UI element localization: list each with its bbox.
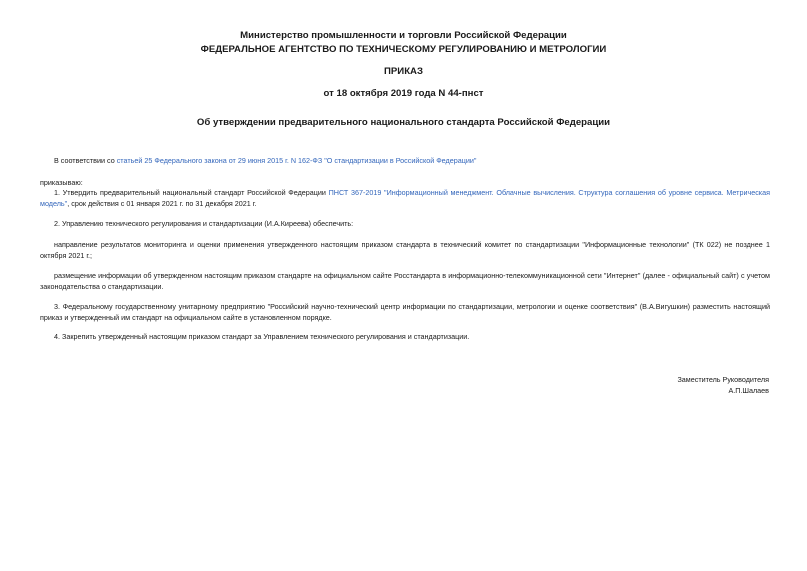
item-1-prefix: 1. Утвердить предварительный национальный стандарт Российской Федерации bbox=[54, 188, 329, 197]
document-date-number: от 18 октября 2019 года N 44-пнст bbox=[323, 88, 484, 99]
order-word: приказываю: bbox=[40, 178, 83, 187]
preamble-paragraph bbox=[40, 155, 770, 166]
item-2a-paragraph: направление результатов мониторинга и оценки применения утвержденного настоящим приказом стандарта в технический комитет по стандартизации "Информационные технологии" (ТК 022) не позднее 1 октября 2021 г.; bbox=[40, 240, 770, 260]
document-title: Об утверждении предварительного национального стандарта Российской Федерации bbox=[196, 117, 611, 128]
item-2b-paragraph: размещение информации об утвержденном настоящим приказом стандарте на официальном сайте Росстандарта в информационно-телекоммуникационной сети "Интернет" (далее - официальный сайт) с учетом законодательства о стандартизации. bbox=[40, 271, 770, 291]
federal-law-link[interactable]: статьей 25 Федерального закона от 29 июня 2015 г. N 162-ФЗ "О стандартизации в Российской Федерации" bbox=[116, 156, 477, 165]
signature-position: Заместитель Руководителя bbox=[677, 375, 769, 384]
agency-heading: ФЕДЕРАЛЬНОЕ АГЕНТСТВО ПО ТЕХНИЧЕСКОМУ РЕГУЛИРОВАНИЮ И МЕТРОЛОГИИ bbox=[200, 44, 607, 55]
preamble-prefix: В соответствии со bbox=[54, 156, 117, 165]
item-1-suffix: , срок действия с 01 января 2021 г. по 31 декабря 2021 г. bbox=[67, 199, 257, 208]
item-2-paragraph: 2. Управлению технического регулирования и стандартизации (И.А.Киреева) обеспечить: bbox=[54, 219, 354, 228]
signature-name: А.П.Шалаев bbox=[728, 386, 769, 395]
item-3-paragraph: 3. Федеральному государственному унитарному предприятию "Российский научно-технический центр информации по стандартизации, метрологии и оценке соответствия" (В.А.Вигушкин) разместить настоящий приказ и утвержденный им стандарт на официальном сайте в установленном порядке. bbox=[40, 302, 770, 322]
document-type: ПРИКАЗ bbox=[384, 66, 423, 77]
standard-link[interactable]: ПНСТ 367-2019 "Информационный менеджмент. Облачные вычисления. Структура соглашения об уровне сервиса. Метрическая модель" bbox=[40, 188, 770, 208]
item-4-paragraph: 4. Закрепить утвержденный настоящим приказом стандарт за Управлением технического регулирования и стандартизации. bbox=[54, 332, 470, 341]
ministry-heading: Министерство промышленности и торговли Российской Федерации bbox=[240, 30, 567, 41]
item-1-paragraph bbox=[40, 187, 770, 209]
